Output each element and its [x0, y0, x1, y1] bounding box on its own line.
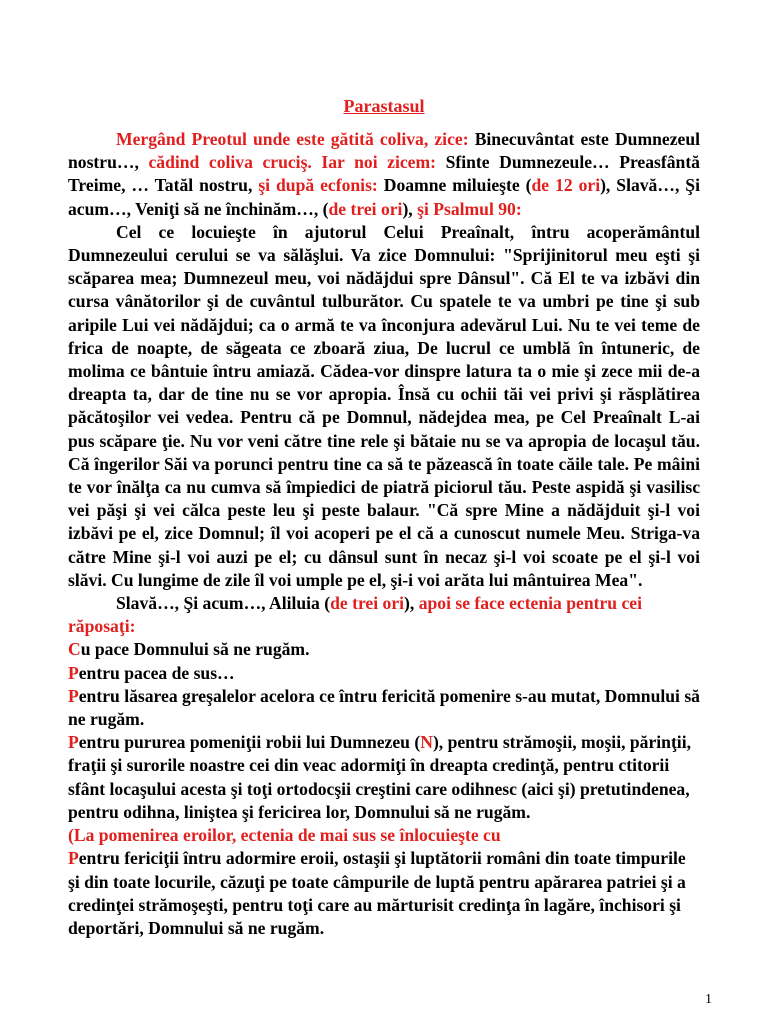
document-body — [68, 128, 700, 940]
prayer-text: ), — [402, 198, 418, 219]
psalm-90-paragraph: Cel ce locuieşte în ajutorul Celui Preaînalt, întru acoperământul Dumnezeului cerului se va sălăşlui. Va zice Domnului: "Sprijinitorul meu eşti şi scăparea mea; Dumnezeul meu, voi nădăjdui spre Dânsul". Că El te va izbăvi din cursa vânătorilor şi de cuvântul tulburător. Cu spatele te va umbri pe tine şi sub aripile Lui vei nădăjdui; ca o armă te va înconjura adevărul Lui. Nu te vei teme de frica de noapte, de săgeata ce zboară ziua, De lucrul ce umblă în întuneric, de molima ce bântuie întru amiază. Cădea-vor dinspre latura ta o mie şi zece mii de-a dreapta ta, dar de tine nu se vor apropia. Însă cu ochii tăi vei privi şi răsplătirea păcătoşilor vei vedea. Pentru că pe Domnul, nădejdea mea, pe Cel Preaînalt L-ai pus scăpare ţie. Nu vor veni către tine rele şi bătaie nu se va apropia de locaşul tău. Că îngerilor Săi va porunci pentru tine ca să te păzească în toate căile tale. Pe mâini te vor înălţa ca nu cumva să împiedici de piatră piciorul tău. Peste aspidă şi vasilisc vei păşi şi vei călca peste leu şi peste balaur. "Că spre Mine a nădăjduit şi-l voi izbăvi pe el, zice Domnul; îl voi acoperi pe el că a cunoscut numele Meu. Striga-va către Mine şi-l voi auzi pe el; cu dânsul sunt în necaz şi-l voi scoate pe el şi-l voi slăvi. Cu lungime de zile îl voi umple pe el, şi-i voi arăta lui mântuirea Mea". — [68, 221, 700, 590]
rubric-text: şi după ecfonis: — [258, 175, 378, 196]
initial-letter: P — [68, 848, 79, 869]
prayer-text: ), Slavă…, Şi acum…, Veniţi să ne închinăm…, ( — [68, 175, 700, 219]
page-title: Parastasul — [343, 96, 425, 116]
rubric-text: cădind coliva cruciş. Iar noi zicem: — [148, 152, 437, 173]
prayer-text: Doamne miluieşte ( — [377, 175, 532, 196]
rubric-text: de trei ori — [328, 198, 403, 219]
prayer-text: Slavă…, Şi acum…, Aliluia ( — [116, 593, 331, 614]
initial-letter: P — [68, 685, 79, 706]
ectenie-eroi — [68, 847, 700, 940]
eroi-rubric: (La pomenirea eroilor, ectenia de mai sus se înlocuieşte cu — [68, 825, 501, 846]
intro-paragraph — [68, 128, 700, 221]
rubric-text: apoi se face ectenia pentru cei răposaţi: — [68, 593, 642, 637]
name-placeholder: N — [420, 732, 433, 753]
ectenie-text: entru pacea de sus… — [78, 662, 235, 683]
initial-letter: P — [68, 662, 79, 683]
initial-letter: P — [68, 732, 79, 753]
rubric-text: de trei ori — [330, 593, 405, 614]
prayer-text: Sfinte Dumnezeule… Preasfântă Treime, … Tatăl nostru, — [68, 152, 700, 196]
prayer-text: ), — [404, 593, 419, 614]
rubric-text: Mergând Preotul unde este gătită coliva, zice: — [116, 129, 469, 149]
prayer-text: Binecuvântat este Dumnezeul nostru…, — [68, 129, 700, 173]
slava-paragraph — [68, 592, 700, 638]
ectenie-pururea — [68, 731, 700, 824]
ectenie-text: ), pentru strămoşii, moşii, părinţii, fraţii şi surorile noastre cei din veac adormiţi în dreapta credinţă, pentru ctitorii sfânt locaşului acesta şi toţi ortodocşii creştini care odihnesc (aici şi) pretutindenea, pentru odihna, liniştea şi fericirea lor, Domnului să ne rugăm. — [68, 732, 691, 822]
ectenie-line — [68, 638, 700, 661]
ectenie-line — [68, 685, 700, 731]
ectenie-line — [68, 662, 700, 685]
page-number: 1 — [705, 992, 712, 1007]
initial-letter: C — [68, 639, 81, 660]
ectenie-text: entru pururea pomeniţii robii lui Dumnezeu ( — [78, 732, 421, 753]
ectenie-text: u pace Domnului să ne rugăm. — [80, 639, 310, 660]
ectenie-text: entru lăsarea greşalelor acelora ce întru fericită pomenire s-au mutat, Domnului să ne rugăm. — [68, 685, 700, 730]
rubric-text: de 12 ori — [531, 175, 601, 196]
ectenie-text: entru fericiţii întru adormire eroii, ostaşii şi luptătorii români din toate timpurile şi din toate locurile, căzuţi pe toate câmpurile de luptă pentru apărarea patriei şi a credinţei strămoşeşti, pentru toţi care au mărturisit credinţa în lagăre, închisori şi deportări, Domnului să ne rugăm. — [68, 848, 686, 938]
rubric-text: şi Psalmul 90: — [417, 198, 522, 219]
